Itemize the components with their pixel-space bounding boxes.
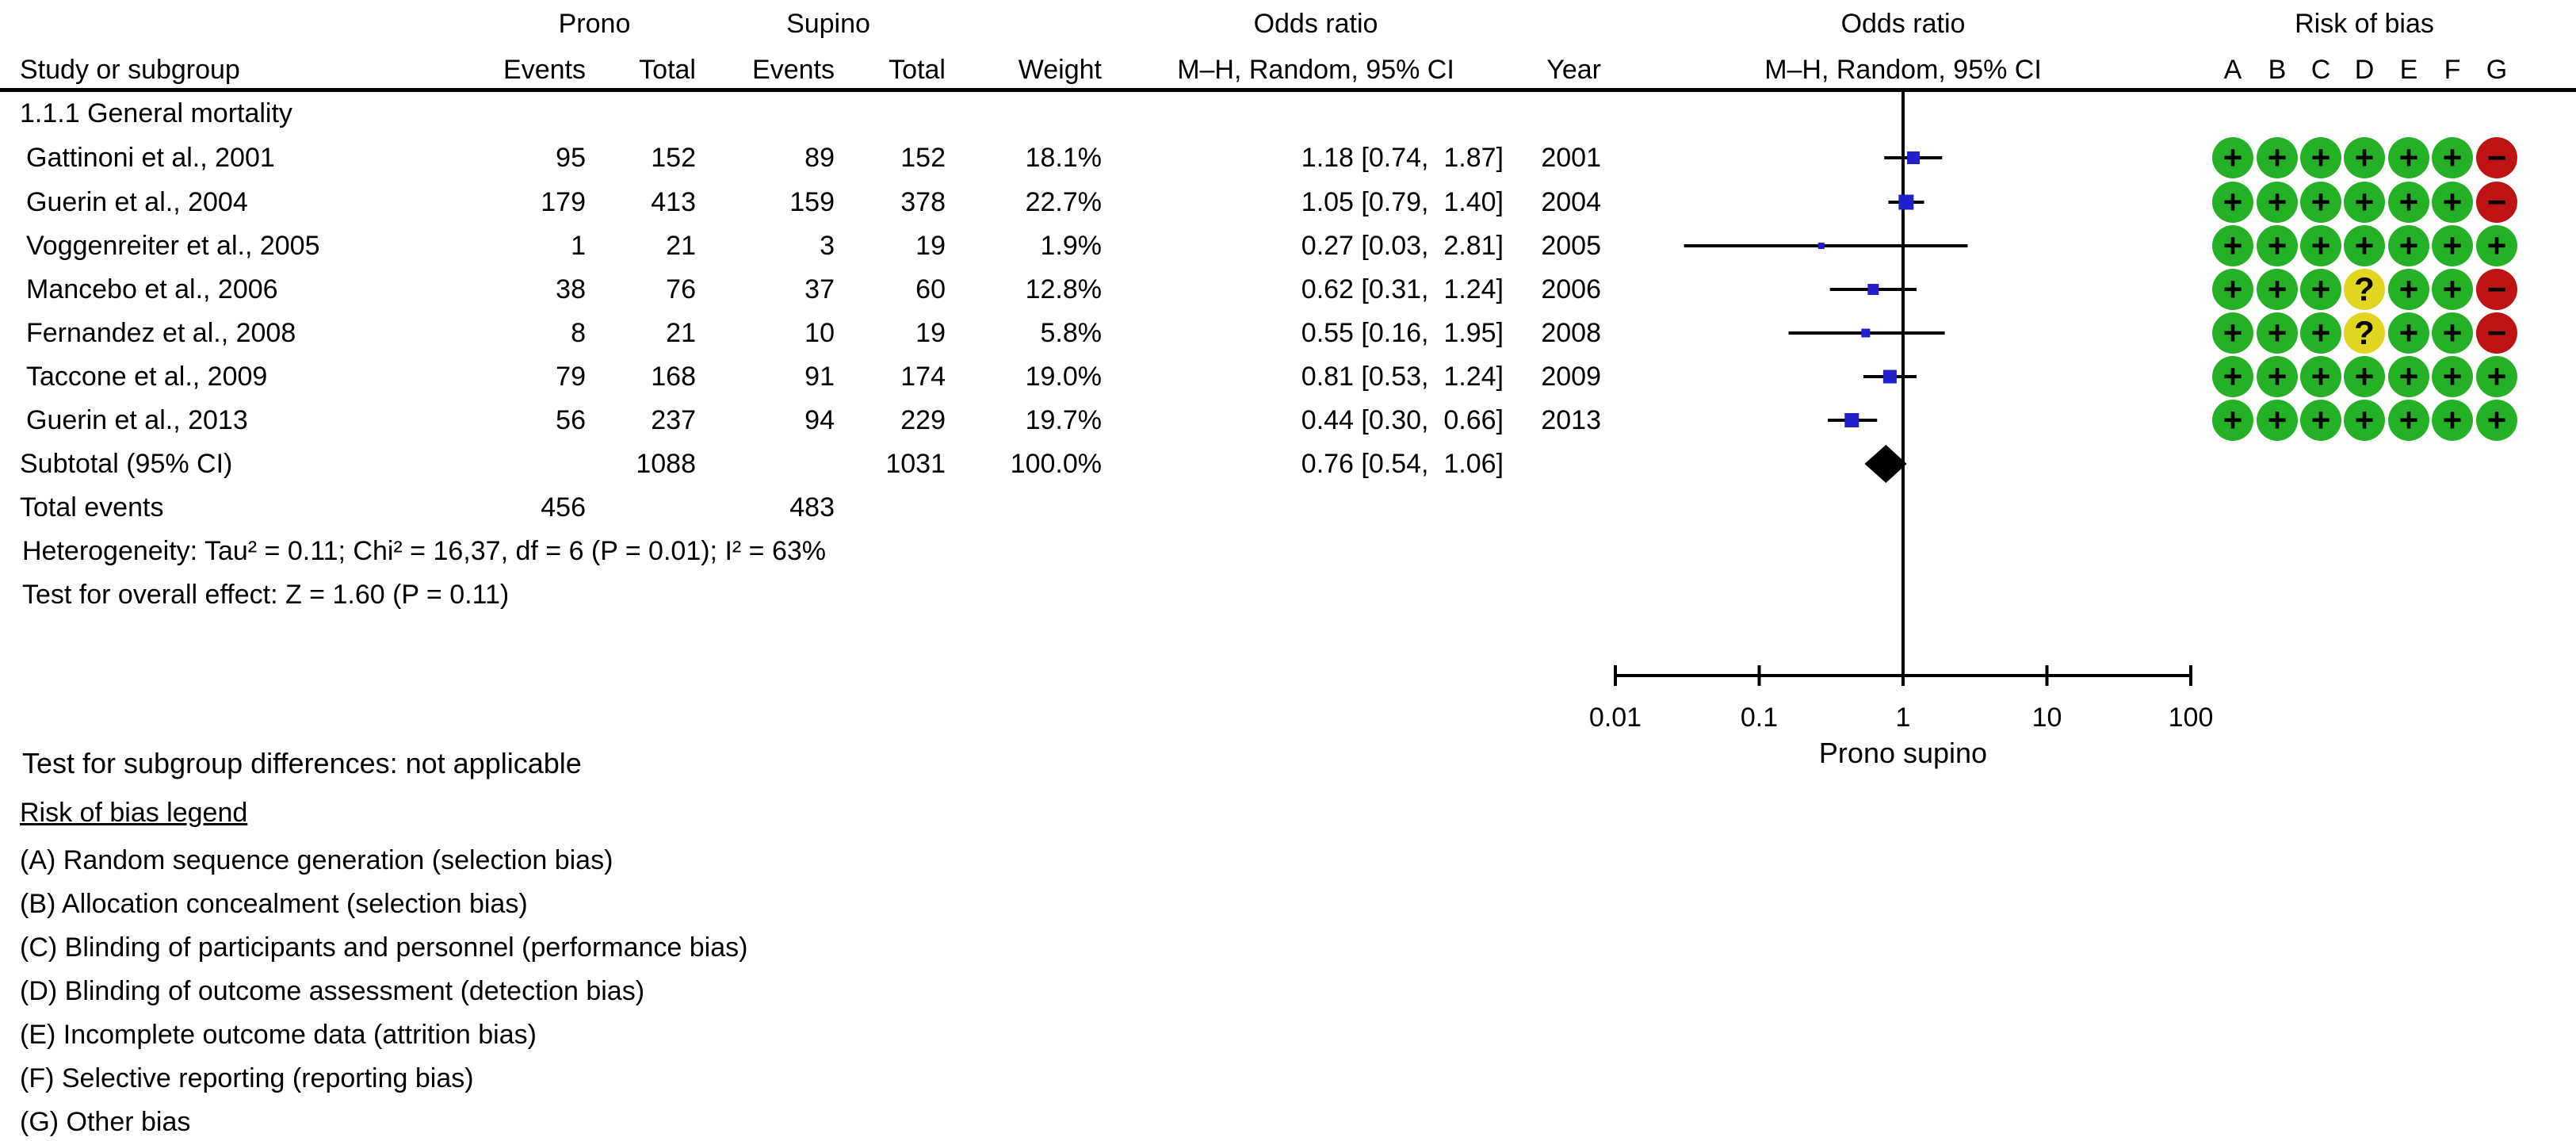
rob-letter-header: G xyxy=(2486,55,2508,85)
prono-events-cell: 95 xyxy=(556,143,586,173)
prono-events-cell: 1 xyxy=(571,231,586,261)
rob-legend-item: (G) Other bias xyxy=(20,1107,191,1137)
subtotal-ci-text: 0.76 [0.54, 1.06] xyxy=(1301,449,1504,479)
prono-total-cell: 21 xyxy=(666,318,696,348)
group1-header: Prono xyxy=(558,9,631,39)
rob-legend-item: (C) Blinding of participants and personnel (performance bias) xyxy=(20,932,748,963)
rob-circle-high: − xyxy=(2476,182,2517,223)
or-marker xyxy=(1861,329,1870,338)
or-ci-cell: 0.62 [0.31, 1.24] xyxy=(1301,274,1504,304)
subtotal-weight: 100.0% xyxy=(1010,449,1102,479)
year-cell: 2013 xyxy=(1541,405,1601,435)
rob-circle-low: + xyxy=(2388,182,2429,223)
rob-letter-header: B xyxy=(2268,55,2287,85)
weight-cell: 1.9% xyxy=(1040,231,1102,261)
prono-total-cell: 237 xyxy=(651,405,696,435)
supino-total-cell: 174 xyxy=(900,362,946,392)
weight-cell: 12.8% xyxy=(1025,274,1102,304)
axis-tick-label: 1 xyxy=(1895,703,1911,733)
supino-total-cell: 378 xyxy=(900,187,946,217)
weight-cell: 18.1% xyxy=(1025,143,1102,173)
rob-circle-low: + xyxy=(2344,356,2385,397)
supino-total-header: Total xyxy=(889,55,946,85)
supino-events-cell: 91 xyxy=(805,362,835,392)
rob-circle-unclear: ? xyxy=(2344,312,2385,354)
rob-circle-low: + xyxy=(2388,137,2429,178)
rob-circle-low: + xyxy=(2300,137,2341,178)
weight-cell: 19.7% xyxy=(1025,405,1102,435)
rob-circle-low: + xyxy=(2476,356,2517,397)
rob-circle-low: + xyxy=(2432,225,2473,266)
study-name: Mancebo et al., 2006 xyxy=(26,274,278,304)
prono-events-cell: 179 xyxy=(541,187,586,217)
rob-circle-low: + xyxy=(2257,225,2298,266)
year-cell: 2004 xyxy=(1541,187,1601,217)
or-method-header: M–H, Random, 95% CI xyxy=(1177,55,1454,85)
study-name: Gattinoni et al., 2001 xyxy=(26,143,275,173)
prono-events-cell: 56 xyxy=(556,405,586,435)
rob-circle-low: + xyxy=(2432,400,2473,441)
rob-circle-low: + xyxy=(2432,312,2473,354)
subtotal-prono-total: 1088 xyxy=(636,449,696,479)
supino-events-cell: 159 xyxy=(789,187,835,217)
total-events-prono: 456 xyxy=(541,492,586,523)
or-ci-cell: 0.44 [0.30, 0.66] xyxy=(1301,405,1504,435)
rob-circle-low: + xyxy=(2212,356,2253,397)
supino-events-cell: 89 xyxy=(805,143,835,173)
prono-events-cell: 38 xyxy=(556,274,586,304)
group2-header: Supino xyxy=(786,9,870,39)
study-column-header: Study or subgroup xyxy=(20,55,240,85)
total-events-supino: 483 xyxy=(789,492,835,523)
or-ci-cell: 1.05 [0.79, 1.40] xyxy=(1301,187,1504,217)
risk-of-bias-title: Risk of bias xyxy=(2295,9,2434,39)
supino-events-cell: 94 xyxy=(805,405,835,435)
rob-circle-low: + xyxy=(2257,312,2298,354)
study-name: Fernandez et al., 2008 xyxy=(26,318,296,348)
rob-letter-header: F xyxy=(2444,55,2461,85)
or-ci-cell: 0.55 [0.16, 1.95] xyxy=(1301,318,1504,348)
prono-total-cell: 413 xyxy=(651,187,696,217)
rob-circle-low: + xyxy=(2257,356,2298,397)
rob-circle-low: + xyxy=(2344,225,2385,266)
or-marker xyxy=(1898,195,1913,210)
total-events-label: Total events xyxy=(20,492,164,523)
or-text-column-title: Odds ratio xyxy=(1253,9,1378,39)
supino-total-cell: 60 xyxy=(915,274,946,304)
rob-circle-low: + xyxy=(2388,269,2429,310)
weight-cell: 22.7% xyxy=(1025,187,1102,217)
or-plot-column-title: Odds ratio xyxy=(1840,9,1966,39)
year-cell: 2008 xyxy=(1541,318,1601,348)
supino-total-cell: 229 xyxy=(900,405,946,435)
rob-circle-low: + xyxy=(2432,269,2473,310)
rob-circle-low: + xyxy=(2388,312,2429,354)
year-cell: 2001 xyxy=(1541,143,1601,173)
supino-total-cell: 19 xyxy=(915,231,946,261)
supino-events-cell: 37 xyxy=(805,274,835,304)
or-marker xyxy=(1844,413,1859,427)
rob-letter-header: C xyxy=(2310,55,2331,85)
rob-circle-low: + xyxy=(2300,312,2341,354)
rob-circle-low: + xyxy=(2300,225,2341,266)
rob-legend-item: (A) Random sequence generation (selection bias) xyxy=(20,845,613,875)
rob-circle-low: + xyxy=(2388,225,2429,266)
rob-circle-low: + xyxy=(2212,269,2253,310)
rob-circle-low: + xyxy=(2476,225,2517,266)
year-cell: 2005 xyxy=(1541,231,1601,261)
rob-legend-item: (D) Blinding of outcome assessment (detection bias) xyxy=(20,976,645,1006)
prono-events-header: Events xyxy=(503,55,586,85)
rob-legend-item: (E) Incomplete outcome data (attrition bias) xyxy=(20,1020,537,1050)
axis-label: Prono supino xyxy=(1818,737,1988,769)
subtotal-diamond xyxy=(1864,445,1906,483)
rob-circle-low: + xyxy=(2300,400,2341,441)
rob-circle-high: − xyxy=(2476,312,2517,354)
supino-total-cell: 19 xyxy=(915,318,946,348)
year-cell: 2009 xyxy=(1541,362,1601,392)
study-name: Guerin et al., 2004 xyxy=(26,187,248,217)
rob-letter-header: A xyxy=(2223,55,2242,85)
rob-circle-unclear: ? xyxy=(2344,269,2385,310)
axis-tick-label: 100 xyxy=(2168,703,2214,733)
rob-legend-title: Risk of bias legend xyxy=(20,798,248,828)
axis-tick-label: 10 xyxy=(2031,703,2062,733)
rob-circle-low: + xyxy=(2257,269,2298,310)
supino-events-cell: 3 xyxy=(820,231,835,261)
or-marker xyxy=(1818,243,1825,249)
rob-circle-low: + xyxy=(2432,356,2473,397)
or-ci-cell: 0.27 [0.03, 2.81] xyxy=(1301,231,1504,261)
rob-circle-low: + xyxy=(2257,182,2298,223)
axis-tick-label: 0.01 xyxy=(1588,703,1642,733)
rob-circle-low: + xyxy=(2388,356,2429,397)
plot-method-header: M–H, Random, 95% CI xyxy=(1764,55,2042,85)
axis-tick-label: 0.1 xyxy=(1740,703,1779,733)
study-name: Guerin et al., 2013 xyxy=(26,405,248,435)
rob-circle-low: + xyxy=(2300,182,2341,223)
overall-effect-text: Test for overall effect: Z = 1.60 (P = 0.11) xyxy=(22,580,510,610)
supino-events-cell: 10 xyxy=(805,318,835,348)
study-name: Taccone et al., 2009 xyxy=(26,362,268,392)
rob-circle-low: + xyxy=(2212,312,2253,354)
rob-circle-low: + xyxy=(2388,400,2429,441)
study-name: Voggenreiter et al., 2005 xyxy=(26,231,320,261)
or-marker xyxy=(1907,151,1920,164)
rob-circle-low: + xyxy=(2212,400,2253,441)
prono-total-cell: 152 xyxy=(651,143,696,173)
rob-circle-low: + xyxy=(2344,400,2385,441)
subtotal-label: Subtotal (95% CI) xyxy=(20,449,233,479)
weight-cell: 5.8% xyxy=(1040,318,1102,348)
subgroup-differences-text: Test for subgroup differences: not applicable xyxy=(22,747,582,779)
weight-header: Weight xyxy=(1018,55,1102,85)
prono-total-cell: 168 xyxy=(651,362,696,392)
rob-circle-high: − xyxy=(2476,137,2517,178)
rob-circle-low: + xyxy=(2212,137,2253,178)
heterogeneity-text: Heterogeneity: Tau² = 0.11; Chi² = 16,37, df = 6 (P = 0.01); I² = 63% xyxy=(22,536,827,566)
prono-total-cell: 21 xyxy=(666,231,696,261)
rob-circle-low: + xyxy=(2344,182,2385,223)
supino-total-cell: 152 xyxy=(900,143,946,173)
weight-cell: 19.0% xyxy=(1025,362,1102,392)
supino-events-header: Events xyxy=(752,55,835,85)
prono-total-header: Total xyxy=(639,55,696,85)
subgroup-label: 1.1.1 General mortality xyxy=(20,98,292,128)
or-marker xyxy=(1883,370,1897,384)
rob-circle-low: + xyxy=(2432,182,2473,223)
prono-total-cell: 76 xyxy=(666,274,696,304)
prono-events-cell: 79 xyxy=(556,362,586,392)
prono-events-cell: 8 xyxy=(571,318,586,348)
rob-circle-low: + xyxy=(2257,400,2298,441)
rob-circle-low: + xyxy=(2476,400,2517,441)
rob-circle-low: + xyxy=(2300,356,2341,397)
rob-circle-high: − xyxy=(2476,269,2517,310)
or-ci-cell: 1.18 [0.74, 1.87] xyxy=(1301,143,1504,173)
rob-letter-header: D xyxy=(2354,55,2375,85)
rob-circle-low: + xyxy=(2212,225,2253,266)
rob-circle-low: + xyxy=(2212,182,2253,223)
rob-legend-item: (B) Allocation concealment (selection bias) xyxy=(20,889,528,919)
or-marker xyxy=(1867,284,1878,295)
rob-circle-low: + xyxy=(2257,137,2298,178)
rob-circle-low: + xyxy=(2432,137,2473,178)
or-ci-cell: 0.81 [0.53, 1.24] xyxy=(1301,362,1504,392)
rob-circle-low: + xyxy=(2344,137,2385,178)
year-cell: 2006 xyxy=(1541,274,1601,304)
subtotal-supino-total: 1031 xyxy=(885,449,946,479)
rob-legend-item: (F) Selective reporting (reporting bias) xyxy=(20,1063,474,1093)
rob-circle-low: + xyxy=(2300,269,2341,310)
year-header: Year xyxy=(1546,55,1601,85)
rob-letter-header: E xyxy=(2399,55,2418,85)
